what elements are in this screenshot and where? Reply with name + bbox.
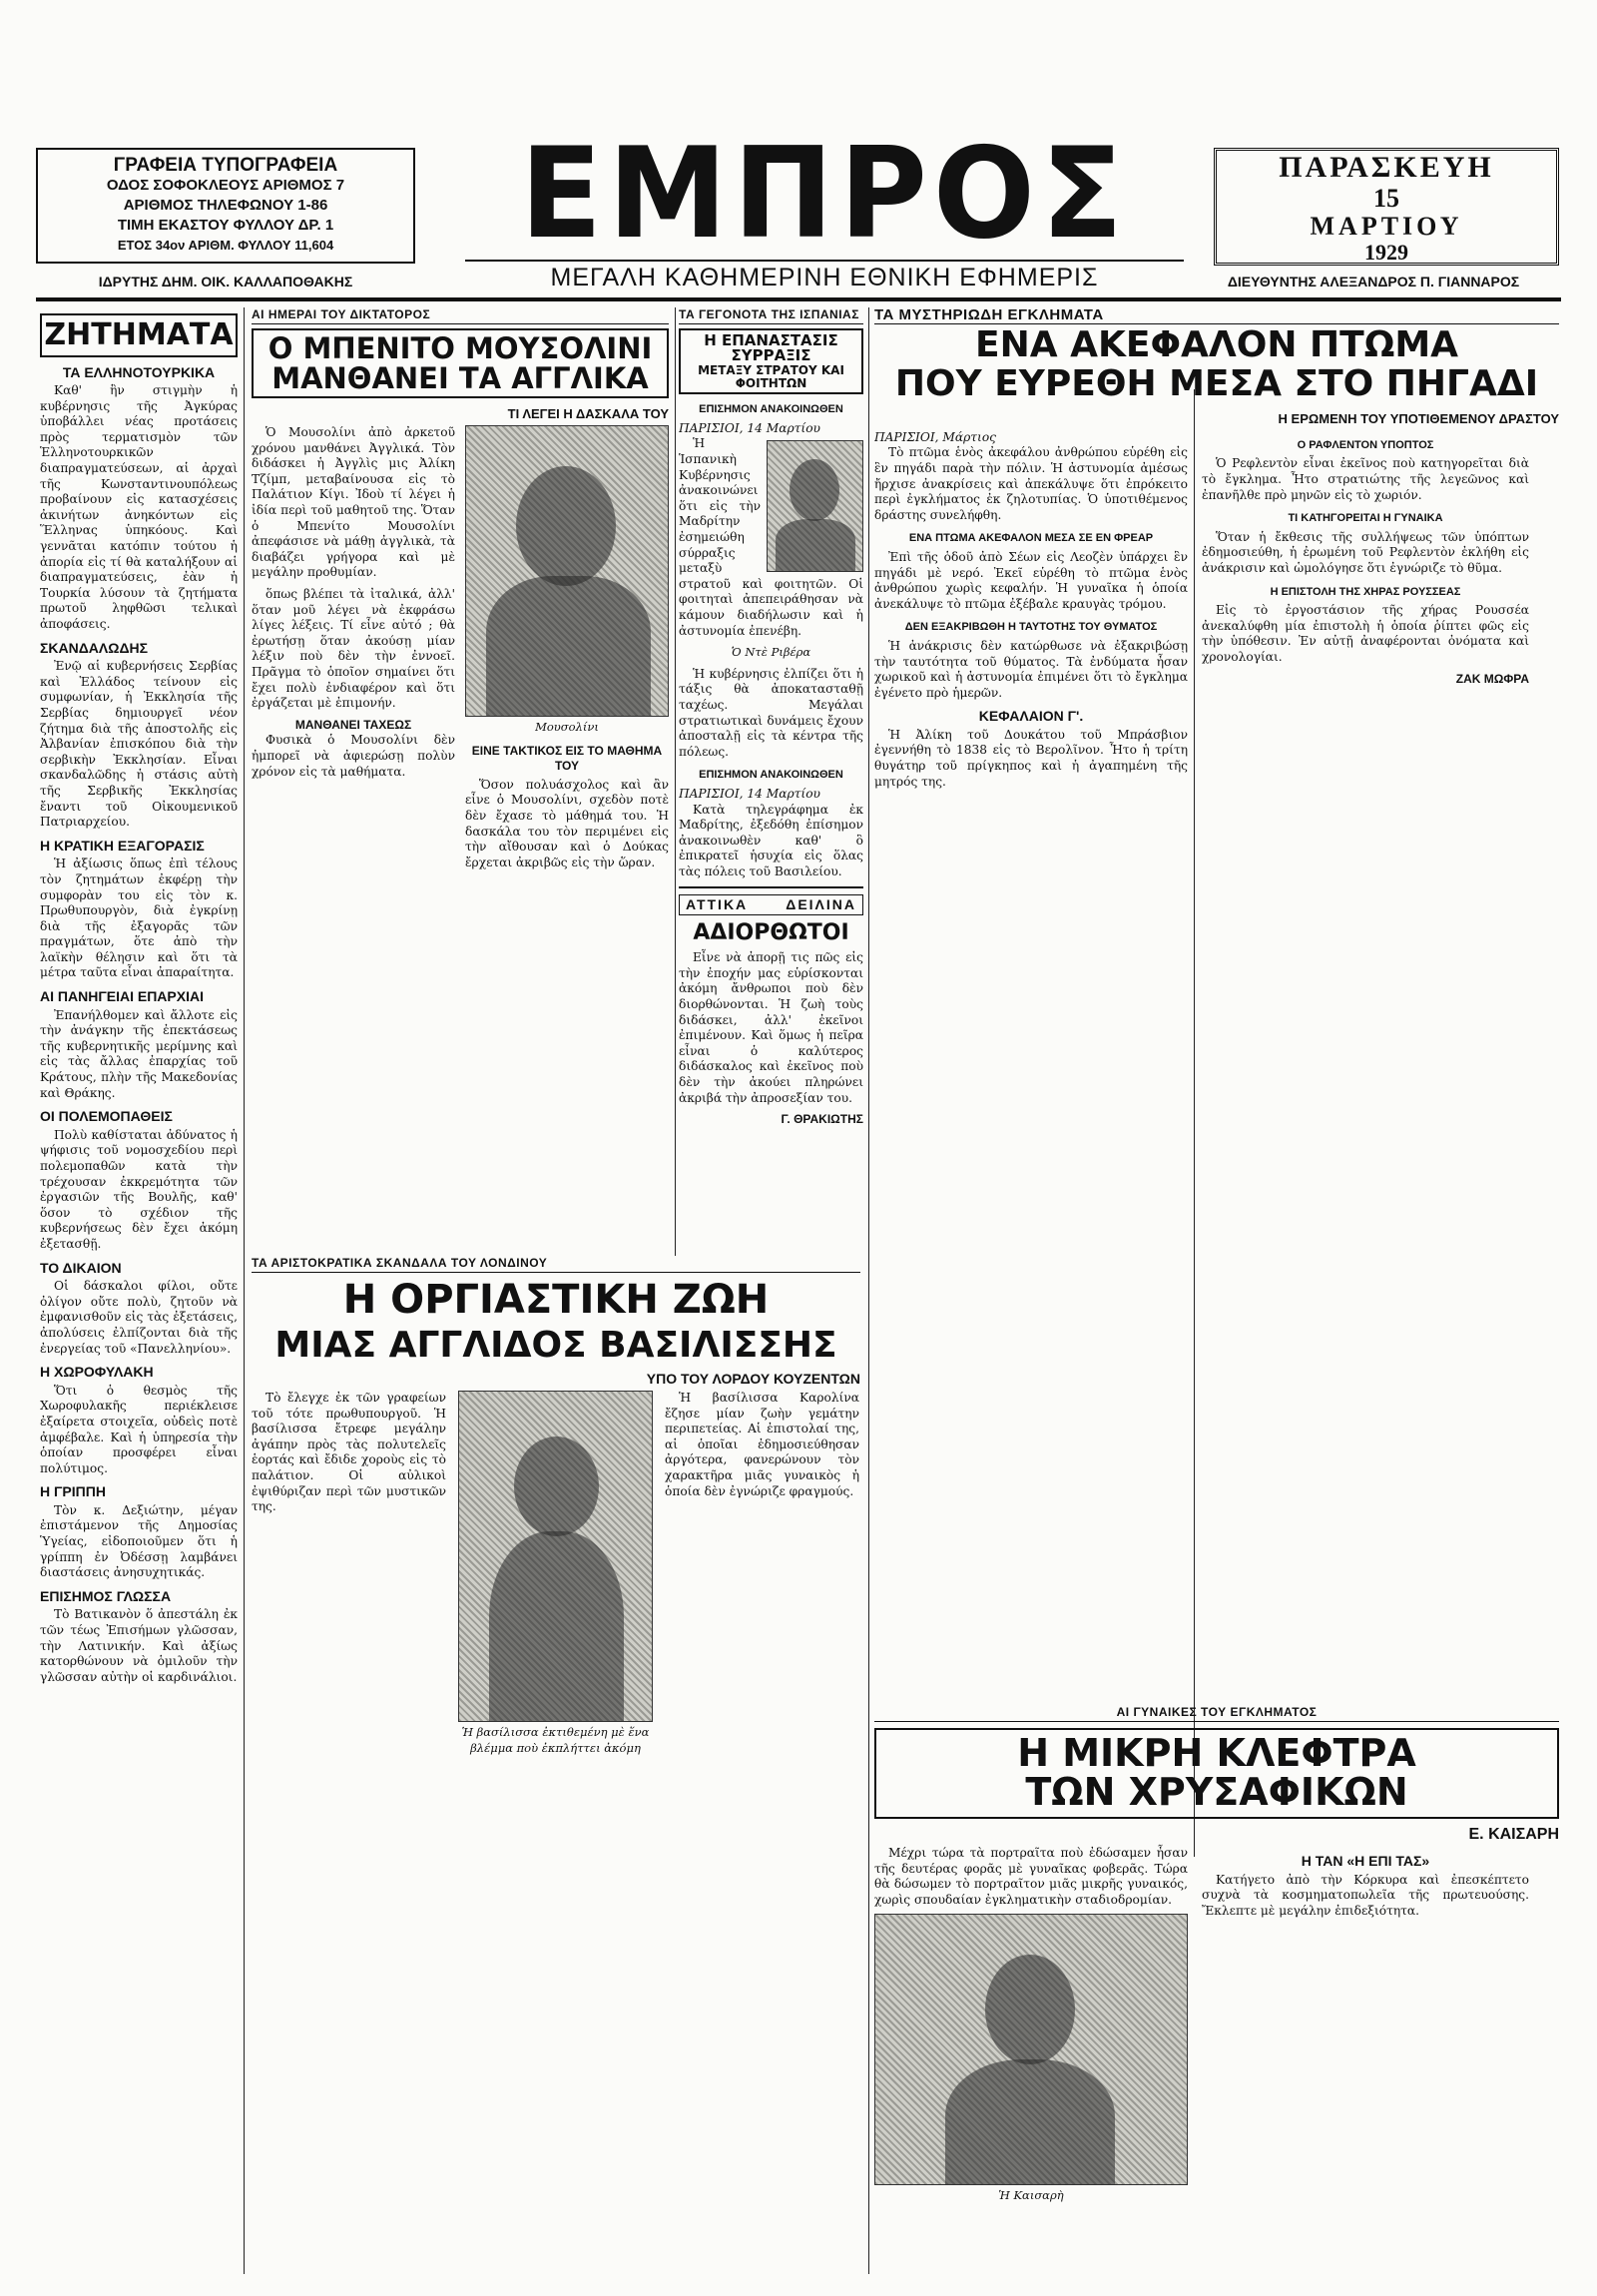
headline: ΑΔΙΟΡΘΩΤΟΙ <box>693 920 849 946</box>
headline: Η ΜΙΚΡΗ ΚΛΕΦΤΡΑ <box>1017 1730 1416 1775</box>
article-kicker: ΤΑ ΜΥΣΤΗΡΙΩΔΗ ΕΓΚΛΗΜΑΤΑ <box>874 307 1559 324</box>
masthead-rule <box>36 297 1561 301</box>
office-line: ΑΡΙΘΜΟΣ ΤΗΛΕΦΩΝΟΥ 1-86 <box>123 197 328 214</box>
newspaper-title: ΕΜΠΡΟΣ <box>520 121 1129 268</box>
director-line: ΔΙΕΥΘΥΝΤΗΣ ΑΛΕΞΑΝΔΡΟΣ Π. ΓΙΑΝΝΑΡΟΣ <box>1227 274 1520 289</box>
divider <box>679 886 863 888</box>
article-subtitle: ΤΙ ΚΑΤΗΓΟΡΕΙΤΑΙ Η ΓΥΝΑΙΚΑ <box>1288 512 1443 525</box>
headline: ΜΙΑΣ ΑΓΓΛΙΔΟΣ ΒΑΣΙΛΙΣΣΗΣ <box>274 1324 837 1366</box>
section-text: Τὸ Βατικανὸν ὅ ἀπεστάλη ἐκ τῶν τέως Ἐπισήμων γλῶσσαν, τὴν Λατινικήν. Καὶ ἀξίως κατορθώνουν νὰ ὁμιλοῦν τὴν γλῶσσαν αὐτὴν οἱ καρδινάλιοι. <box>40 1607 238 1684</box>
article-dateline: ΠΑΡΙΣΙΟΙ, Μάρτιος <box>874 429 996 444</box>
article-column <box>252 1391 446 1762</box>
article-text: Μέχρι τώρα τὰ πορτραῖτα ποὺ ἐδώσαμεν ἦσαν τῆς δευτέρας φορᾶς μὲ γυναῖκας φοβερᾶς. Τώρα θὰ δώσωμεν τὸ πορτραῖτον μιᾶς μικρῆς γυναικός, χωρὶς σπουδαίαν ἐγκληματικὴν σταδιοδρομίαν. <box>874 1845 1188 1907</box>
article-text: Ὅσον πολυάσχολος καὶ ἂν εἶνε ὁ Μουσολίνι, σχεδὸν ποτὲ δὲν ἔχασε τὸ μάθημά του. Ἡ δασκάλα του τὸν περιμένει εἰς τὴν αἴθουσαν καὶ ὁ Δούκας ἔρχεται ἀκριβῶς εἰς τὴν ὥραν. <box>465 777 669 869</box>
article-crime <box>874 307 1559 2269</box>
article-text: Ἡ βασίλισσα Καρολίνα ἔζησε μίαν ζωὴν γεμάτην περιπετείας. Αἱ ἐπιστολαί της, αἱ ὁποῖαι ἐδημοσιεύθησαν ἀργότερα, φανερώνουν τὸν χαρακτῆρα μιᾶς γυναικὸς ἡ ὁποία δὲν ἐγνώριζε φραγμούς. <box>665 1390 859 1498</box>
article-text: Ἡ κυβέρνησις ἐλπίζει ὅτι ἡ τάξις θὰ ἀποκατασταθῇ ταχέως. Μεγάλαι στρατιωτικαὶ δυνάμεις ἔχουν ἀποσταλῇ εἰς τὰ κέντρα τῆς πόλεως. <box>679 666 863 759</box>
queen-photo <box>458 1391 653 1722</box>
headline: ΕΝΑ ΑΚΕΦΑΛΟΝ ΠΤΩΜΑ <box>974 323 1459 365</box>
article-text: ὅπως βλέπει τὰ ἰταλικά, ἀλλ' ὅταν μοῦ λέγει νὰ ἐκφράσω λίγες λέξεις. Τί εἶνε αὐτό ; θὰ ἐρωτήσῃ ὅταν ἀκούσῃ μίαν λέξιν ποὺ δὲν τὴν ἐννοεῖ. Πρᾶγμα τὸ ὁποῖον σημαίνει ὅτι ἔχει πολὺ ἐνδιαφέρον καὶ ὅτι ἐργάζεται μὲ ἐπιμονήν. <box>252 587 455 711</box>
section-title: Η ΓΡΙΠΠΗ <box>40 1483 106 1500</box>
photo-caption: Ἡ βασίλισσα ἐκτιθεμένη μὲ ἕνα βλέμμα ποὺ ἐκπλήττει ἀκόμη <box>461 1724 650 1755</box>
headline: ΠΟΥ ΕΥΡΕΘΗ ΜΕΣΑ ΣΤΟ ΠΗΓΑΔΙ <box>894 363 1539 405</box>
riviera-photo <box>767 440 863 572</box>
article-text: Ἡ ἀνάκρισις δὲν κατώρθωσε νὰ ἐξακριβώσῃ τὴν ταυτότητα τοῦ θύματος. Τὰ ἐνδύματα ἦσαν χωρικοῦ καὶ ἡ ἀστυνομία ἐπιμένει ὅτι τὸ ἔγκλημα ἐγένετο πρὸ ἡμερῶν. <box>874 638 1188 700</box>
headline: ΤΩΝ ΧΡΥΣΑΦΙΚΩΝ <box>1025 1770 1408 1815</box>
date-box <box>1214 148 1559 266</box>
photo-caption: Ὁ Ντὲ Ριβέρα <box>731 645 811 660</box>
column-zitimata <box>40 307 238 2269</box>
article-body <box>874 430 1559 796</box>
section-title: ΟΙ ΠΟΛΕΜΟΠΑΘΕΙΣ <box>40 1108 173 1125</box>
office-line: ΕΤΟΣ 34ον ΑΡΙΘΜ. ΦΥΛΛΟΥ 11,604 <box>117 238 334 253</box>
section-text: Ἡ ἀξίωσις ὅπως ἐπὶ τέλους τὸν ζητημάτων ἐκφέρῃ τὴν συμφορὰν του εἰς τὸν κ. Πρωθυπουργὸν, διὰ ἐγκρίνῃ διὰ τῆς ἐξαγορᾶς τῶν πραγμάτων, ὅτε ἀπὸ τὴν λαϊκὴν θέλησιν καὶ ὅτι τὰ μέτρα ταῦτα εἶναι ἀπαραίτητα. <box>40 857 238 980</box>
article-text: Ὁ Μουσολίνι ἀπὸ ἀρκετοῦ χρόνου μανθάνει Ἀγγλικά. Τὸν διδάσκει ἡ Ἀγγλὶς μις Ἀλίκη Τζίμπ, μεταβαίνουσα εἰς τὸ Παλάτιον Κίγι. Ἰδοὺ τί λέγει ἡ ἰδία περὶ τοῦ μαθητοῦ της. Ὅταν ὁ Μπενίτο Μουσολίνι ἀπεφάσισε νὰ μάθῃ ἀγγλικὰ, τὰ διαβάζει γρήγορα καὶ μὲ μεγάλην προθυμίαν. <box>252 425 455 580</box>
section-title: ΑΙ ΠΑΝΗΓΕΙΑΙ ΕΠΑΡΧΙΑΙ <box>40 988 204 1005</box>
office-line: ΤΙΜΗ ΕΚΑΣΤΟΥ ΦΥΛΛΟΥ ΔΡ. 1 <box>117 217 334 234</box>
article-subtitle: Η ΤΑΝ «Η ΕΠΙ ΤΑΣ» <box>1301 1852 1430 1869</box>
article-text: Φυσικὰ ὁ Μουσολίνι δὲν ἠμπορεῖ νὰ ἀφιερώσῃ πολὺν χρόνον εἰς τὰ μαθήματα. <box>252 733 455 779</box>
headline-box <box>874 1728 1559 1820</box>
date-number: 15 <box>1373 184 1399 213</box>
article-column <box>1202 1846 1529 2210</box>
article-kicker: ΑΙ ΗΜΕΡΑΙ ΤΟΥ ΔΙΚΤΑΤΟΡΟΣ <box>252 307 669 324</box>
article-column <box>874 1846 1188 2210</box>
article-subtitle: ΔΕΝ ΕΞΑΚΡΙΒΩΘΗ Η ΤΑΥΤΟΤΗΣ ΤΟΥ ΘΥΜΑΤΟΣ <box>904 621 1158 634</box>
article-text: Ἡ Ἱσπανικὴ Κυβέρνησις ἀνακοινώνει ὅτι εἰς τὴν Μαδρίτην ἐσημειώθη σύρραξις μεταξὺ στρατοῦ καὶ φοιτητῶν. Οἱ φοιτηταὶ ἀπεπειράθησαν νὰ κάμουν διαδήλωσιν καὶ ἡ ἀστυνομία ἐπενέβη. <box>679 436 863 638</box>
article-dateline: ΠΑΡΙΣΙΟΙ, 14 Μαρτίου <box>679 420 820 435</box>
article-body <box>874 1846 1559 2210</box>
article-subtitle: ΜΑΝΘΑΝΕΙ ΤΑΧΕΩΣ <box>294 717 412 732</box>
article-text: Κατήγετο ἀπὸ τὴν Κόρκυρα καὶ ἐπεσκέπτετο συχνὰ τὰ κοσμηματοπωλεῖα τῆς πρωτευούσης. Ἔκλεπτε μὲ μεγάλην ἐπιδεξιότητα. <box>1202 1872 1529 1918</box>
article-signature: Γ. ΘΡΑΚΙΩΤΗΣ <box>781 1112 863 1127</box>
section-title: Η ΚΡΑΤΙΚΗ ΕΞΑΓΟΡΑΣΙΣ <box>40 837 205 854</box>
column-rule <box>868 307 869 2274</box>
article-subtitle: Ο ΡΑΦΛΕΝΤΟΝ ΥΠΟΠΤΟΣ <box>1297 438 1434 451</box>
section-text: Ἐνῷ αἱ κυβερνήσεις Σερβίας καὶ Ἑλλάδος τείνουν εἰς συμφωνίαν, ἡ Ἐκκλησία τῆς Σερβίας δημιουργεῖ νέον ζήτημα διὰ τῆς ἀποστολῆς εἰς Ἀλβανίαν ἐπισκόπου διὰ τὴν σερβικὴν Ἐκκλησίαν. Εἶναι σκανδαλῶδης ἡ στάσις αὐτὴ τῆς Σερβικῆς Ἐκκλησίας ἔναντι τοῦ Οἰκουμενικοῦ Πατριαρχείου. <box>40 659 238 830</box>
article-subhead: ΕΠΙΣΗΜΟΝ ΑΝΑΚΟΙΝΩΘΕΝ <box>699 769 843 782</box>
photo-caption: Μουσολίνι <box>535 720 599 735</box>
mussolini-photo <box>465 425 669 717</box>
article-mussolini <box>252 307 669 1246</box>
article-thief <box>874 1705 1559 2210</box>
section-title: ΣΚΑΝΔΑΛΩΔΗΣ <box>40 639 149 656</box>
article-text: Εἰς τὸ ἐργοστάσιον τῆς χήρας Ρουσσέα ἀνεκαλύφθη μία ἐπιστολὴ ἡ ὁποία ῥίπτει φῶς εἰς τὴν ὑπόθεσιν. Ἐν αὐτῇ ἀναφέρονται ὀνόματα καὶ χρονολογίαι. <box>1202 603 1529 664</box>
article-text: Εἶνε νὰ ἀπορῇ τις πῶς εἰς τὴν ἐποχήν μας εὑρίσκονται ἀκόμη ἄνθρωποι ποὺ δὲν διορθώνονται. Ἡ ζωὴ τοὺς διδάσκει, ἀλλ' ἐκεῖνοι ἐπιμένουν. Καὶ ὅμως ἡ πεῖρα εἶναι ὁ καλύτερος διδάσκαλος καὶ ἐκεῖνος ποὺ δὲν τὴν ἀκούει πληρώνει ἀκριβά τὴν ἀπροσεξίαν του. <box>679 950 863 1105</box>
article-text: Κατὰ τηλεγράφημα ἐκ Μαδρίτης, ἐξεδόθη ἐπίσημον ἀνακοινωθὲν καθ' ὃ ἐπικρατεῖ ἡσυχία εἰς ὅλας τὰς πόλεις τοῦ Βασιλείου. <box>679 802 863 878</box>
date-day: ΠΑΡΑΣΚΕΥΗ <box>1279 151 1494 184</box>
box-label-right: ΔΕΙΛΙΝΑ <box>786 895 856 912</box>
newspaper-tagline: ΜΕΓΑΛΗ ΚΑΘΗΜΕΡΙΝΗ ΕΘΝΙΚΗ ΕΦΗΜΕΡΙΣ <box>465 260 1184 292</box>
section-title: ΕΠΙΣΗΜΟΣ ΓΛΩΣΣΑ <box>40 1587 172 1604</box>
article-text: Ἐπὶ τῆς ὁδοῦ ἀπὸ Σέων εἰς Λεοζὲν ὑπάρχει ἓν πηγάδι μὲ νερό. Ἐκεῖ εὑρέθη τὸ πτῶμα ἑνὸς ἀνθρώπου χωρὶς κεφαλήν. Ἡ γυναῖκα ἡ ὁποία ἀνεκάλυψε τὸ πτῶμα ἐξέβαλε κραυγὰς τρόμου. <box>874 549 1188 611</box>
masthead <box>36 121 1561 299</box>
article-subhead: Η ΕΡΩΜΕΝΗ ΤΟΥ ΥΠΟΤΙΘΕΜΕΝΟΥ ΔΡΑΣΤΟΥ <box>1278 411 1559 427</box>
article-subhead: ΕΠΙΣΗΜΟΝ ΑΝΑΚΟΙΝΩΘΕΝ <box>699 403 843 416</box>
article-signature: ΖΑΚ ΜΩΦΡΑ <box>1455 671 1529 686</box>
article-kicker: ΤΑ ΑΡΙΣΤΟΚΡΑΤΙΚΑ ΣΚΑΝΔΑΛΑ ΤΟΥ ΛΟΝΔΙΝΟΥ <box>252 1256 860 1273</box>
article-byline: ΥΠΟ ΤΟΥ ΛΟΡΔΟΥ ΚΟΥΖΕΝΤΩΝ <box>646 1371 860 1388</box>
article-text: Τὸ ἔλεγχε ἐκ τῶν γραφείων τοῦ τότε πρωθυπουργοῦ. Ἡ βασίλισσα ἔτρεφε μεγάλην ἀγάπην πρὸς τὰς πολυτελεῖς ἑορτάς καὶ ἔδιδε χοροὺς εἰς τὸ παλάτιον. Οἱ αὐλικοὶ ἐψιθύριζαν περὶ τῶν μυστικῶν της. <box>252 1390 446 1514</box>
article-byline: Ε. ΚΑΙΣΑΡΗ <box>1468 1826 1559 1844</box>
office-line: ΓΡΑΦΕΙΑ ΤΥΠΟΓΡΑΦΕΙΑ <box>113 155 338 176</box>
article-subtitle: ΕΙΝΕ ΤΑΚΤΙΚΟΣ ΕΙΣ ΤΟ ΜΑΘΗΜΑ ΤΟΥ <box>471 743 663 774</box>
article-column <box>252 425 455 876</box>
office-info-box <box>36 148 415 264</box>
section-text: Ἐπανήλθομεν καὶ ἄλλοτε εἰς τὴν ἀνάγκην τῆς ἐπεκτάσεως τῆς κυβερνητικῆς μερίμνης καὶ εἰς τὰς ἄλλας ἐπαρχίας τοῦ Κράτους, πλὴν τῆς Μακεδονίας καὶ Θράκης. <box>40 1007 238 1100</box>
founder-line: ΙΔΡΥΤΗΣ ΔΗΜ. ΟΙΚ. ΚΑΛΛΑΠΟΘΑΚΗΣ <box>98 274 353 289</box>
article-subtitle: Η ΕΠΙΣΤΟΛΗ ΤΗΣ ΧΗΡΑΣ ΡΟΥΣΣΕΑΣ <box>1270 585 1461 598</box>
article-spain <box>679 307 863 2269</box>
headline-box <box>252 328 669 399</box>
article-text: Ὁ Ρεφλεντὸν εἶναι ἐκεῖνος ποὺ κατηγορεῖται διὰ τὸ ἔγκλημα. Ἦτο στρατιώτης τῆς λεγεῶνος καὶ ἐπανῆλθε πρὸ μηνῶν εἰς τὸ χωριόν. <box>1202 456 1529 502</box>
kaisari-portrait <box>874 1914 1188 2185</box>
date-year: 1929 <box>1364 240 1408 265</box>
headline: Η ΕΠΑΝΑΣΤΑΣΙΣ ΣΥΡΡΑΞΙΣ <box>704 330 838 365</box>
section-title: Η ΧΩΡΟΦΥΛΑΚΗ <box>40 1364 154 1381</box>
column-box-header <box>679 894 863 916</box>
headline: Η ΟΡΓΙΑΣΤΙΚΗ ΖΩΗ <box>342 1276 770 1323</box>
article-column <box>1202 430 1529 796</box>
section-text: Τὸν κ. Δεξιώτην, μέγαν ἐπιστάμενον τῆς Δημοσίας Ὑγείας, εἰδοποιοῦμεν ὅτι ἡ γρίππη ἐν Ὀδέσσῃ λαμβάνει διαστάσεις ἀνησυχητικάς. <box>40 1502 238 1580</box>
article-body <box>252 425 669 876</box>
section-title: ΤΑ ΕΛΛΗΝΟΤΟΥΡΚΙΚΑ <box>62 363 216 380</box>
headline: ΜΑΝΘΑΝΕΙ ΤΑ ΑΓΓΛΙΚΑ <box>271 361 649 396</box>
section-text: Οἱ δάσκαλοι φίλοι, οὔτε ὀλίγον οὔτε πολὺ, ζητοῦν νὰ ἐμφανισθοῦν εἰς τὰς ἐξετάσεις, ἀπολύσεις ἐλπίζονται διὰ τῆς ἐνεργείας τοῦ «Πανελληνίου». <box>40 1279 238 1356</box>
section-text: Καθ' ἣν στιγμὴν ἡ κυβέρνησις τῆς Ἀγκύρας ὑποβάλλει νέας προτάσεις πρὸς τερματισμὸν τῶν Ἑλληνοτουρκικῶν διαπραγματεύσεων, αἱ ἀρχαὶ τῆς Κωνσταντινουπόλεως προβαίνουν εἰς κατασχέσεις ἀκινήτων ἀνηκόντων εἰς Ἕλληνας ὑπηκόους. Καὶ γεννᾶται κατόπιν τούτου ἡ ἀπορία εἰς τί θὰ καταλήξουν αἱ διαπραγματεύσεις, ἐὰν ἡ Τουρκία λύσουν τὰ ζητήματα πρωτοῦ ληφθῶσι τελικαὶ ἀποφάσεις. <box>40 383 238 631</box>
article-text: Ὅταν ἡ ἔκθεσις τῆς συλλήψεως τῶν ὑπόπτων ἐδημοσιεύθη, ἡ ἐρωμένη τοῦ Ρεφλεντὸν ἐκλήθη εἰς ἀνάκρισιν καὶ ὡμολόγησε ὅτι ἐγνώριζε τὸ θῦμα. <box>1202 529 1529 575</box>
article-text: Τὸ πτῶμα ἑνὸς ἀκεφάλου ἀνθρώπου εὑρέθη εἰς ἓν πηγάδι παρὰ τὴν πόλιν. Ἡ ἀστυνομία ἀμέσως ἤρχισε ἀνακρίσεις καὶ ἀπεκάλυψε ὅτι ἐπρόκειτο περὶ ἐγκλήματος ἐκ ζηλοτυπίας. Ὁ ὑποτιθέμενος δράστης συνελήφθη. <box>874 445 1188 522</box>
section-title: ΤΟ ΔΙΚΑΙΟΝ <box>40 1259 122 1276</box>
photo-caption: Ἡ Καισαρὴ <box>998 2188 1064 2203</box>
article-dateline: ΠΑΡΙΣΙΟΙ, 14 Μαρτίου <box>679 786 820 801</box>
headline-box <box>679 328 863 395</box>
column-rule <box>675 307 676 1256</box>
article-subtitle: ΕΝΑ ΠΤΩΜΑ ΑΚΕΦΑΛΟΝ ΜΕΣΑ ΣΕ ΕΝ ΦΡΕΑΡ <box>908 532 1154 545</box>
article-kicker: ΤΑ ΓΕΓΟΝΟΤΑ ΤΗΣ ΙΣΠΑΝΙΑΣ <box>679 307 863 324</box>
article-column <box>465 425 669 876</box>
article-text: Ἡ Ἀλίκη τοῦ Δουκάτου τοῦ Μπράσβιον ἐγεννήθη τὸ 1838 εἰς τὸ Βερολῖνον. Ἦτο ἡ τρίτη θυγάτηρ τοῦ πρίγκηπος καὶ ἡ ἀγαπημένη τῆς μητρός της. <box>874 727 1188 789</box>
office-line: ΟΔΟΣ ΣΟΦΟΚΛΕΟΥΣ ΑΡΙΘΜΟΣ 7 <box>106 177 345 194</box>
article-column <box>874 430 1188 796</box>
article-kicker: ΑΙ ΓΥΝΑΙΚΕΣ ΤΟΥ ΕΓΚΛΗΜΑΤΟΣ <box>874 1705 1559 1722</box>
article-subtitle: ΚΕΦΑΛΑΙΟΝ Γ'. <box>978 708 1084 725</box>
headline: Ο ΜΠΕΝΙΤΟ ΜΟΥΣΟΛΙΝΙ <box>267 330 653 365</box>
section-heading: ΖΗΤΗΜΑΤΑ <box>40 313 238 357</box>
date-month: ΜΑΡΤΙΟΥ <box>1310 212 1463 241</box>
section-text: Πολὺ καθίσταται ἀδύνατος ἡ ψήφισις τοῦ νομοσχεδίου περὶ πολεμοπαθῶν κατὰ τὴν τρέχουσαν ἐκκρεμότητα τῶν ἐργασιῶν τῆς Βουλῆς, καθ' ὅσον τὸ σχέδιον τῆς κυβερνήσεως δὲν ἔχει ἀκόμη ἐξετασθῇ. <box>40 1127 238 1251</box>
section-text: Ὅτι ὁ θεσμὸς τῆς Χωροφυλακῆς περιέκλεισε ἐξαίρετα στοιχεῖα, οὐδεὶς ποτὲ ἀμφέβαλε. Καὶ ἡ ὑπηρεσία τὴν ὁποίαν προσφέρει εἶναι πολύτιμος. <box>40 1383 238 1475</box>
column-rule <box>244 307 245 2274</box>
article-column <box>458 1391 653 1762</box>
article-subhead: ΤΙ ΛΕΓΕΙ Η ΔΑΣΚΑΛΑ ΤΟΥ <box>507 406 669 422</box>
box-label-left: ΑΤΤΙΚΑ <box>686 895 749 912</box>
headline: ΜΕΤΑΞΥ ΣΤΡΑΤΟΥ ΚΑΙ ΦΟΙΤΗΤΩΝ <box>698 363 844 390</box>
